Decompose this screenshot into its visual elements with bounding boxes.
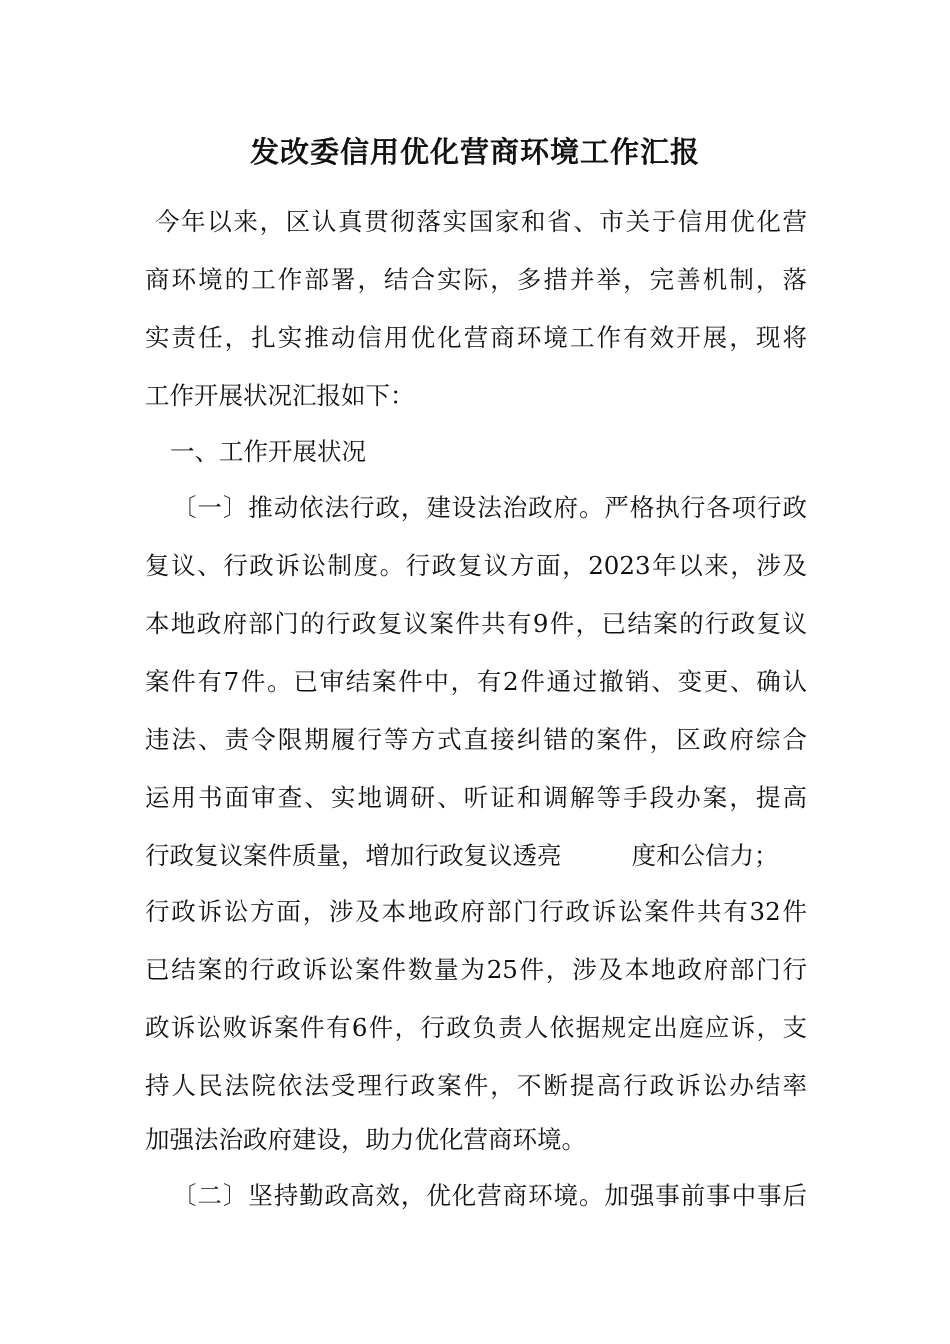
paragraph-line: 商环境的工作部署，结合实际，多措并举，完善机制，落 xyxy=(145,265,807,294)
paragraph-line: 运用书面审查、实地调研、听证和调解等手段办案，提高 xyxy=(145,783,807,812)
paragraph-line: 持人民法院依法受理行政案件，不断提高行政诉讼办结率 xyxy=(145,1071,807,1100)
paragraph-line-part: 度和公信力； xyxy=(631,841,779,870)
paragraph-line: 今年以来，区认真贯彻落实国家和省、市关于信用优化营 xyxy=(155,207,807,236)
paragraph-line: 违法、责令限期履行等方式直接纠错的案件，区政府综合 xyxy=(145,725,807,754)
paragraph-line-split xyxy=(145,827,807,885)
paragraph-line: 〔一〕推动依法行政，建设法治政府。严格执行各项行政 xyxy=(172,493,807,522)
paragraph-line: 本地政府部门的行政复议案件共有9件，已结案的行政复议 xyxy=(145,609,807,638)
paragraph-line: 加强法治政府建设，助力优化营商环境。 xyxy=(145,1125,586,1154)
paragraph-line: 政诉讼败诉案件有6件，行政负责人依据规定出庭应诉，支 xyxy=(145,1013,807,1042)
section-heading: 一、工作开展状况 xyxy=(170,437,366,466)
paragraph-line: 〔二〕坚持勤政高效，优化营商环境。加强事前事中事后 xyxy=(172,1181,807,1210)
paragraph-line: 复议、行政诉讼制度。行政复议方面，2023年以来，涉及 xyxy=(145,551,807,580)
paragraph-line-part: 行政复议案件质量，增加行政复议透亮 xyxy=(145,841,562,870)
document-title: 发改委信用优化营商环境工作汇报 xyxy=(249,135,700,169)
paragraph-line: 已结案的行政诉讼案件数量为25件，涉及本地政府部门行 xyxy=(145,955,807,984)
paragraph-line: 案件有7件。已审结案件中，有2件通过撤销、变更、确认 xyxy=(145,667,807,696)
paragraph-line: 工作开展状况汇报如下： xyxy=(145,381,415,410)
paragraph-line: 行政诉讼方面，涉及本地政府部门行政诉讼案件共有32件 xyxy=(145,897,807,926)
paragraph-line: 实责任，扎实推动信用优化营商环境工作有效开展，现将 xyxy=(145,323,807,352)
